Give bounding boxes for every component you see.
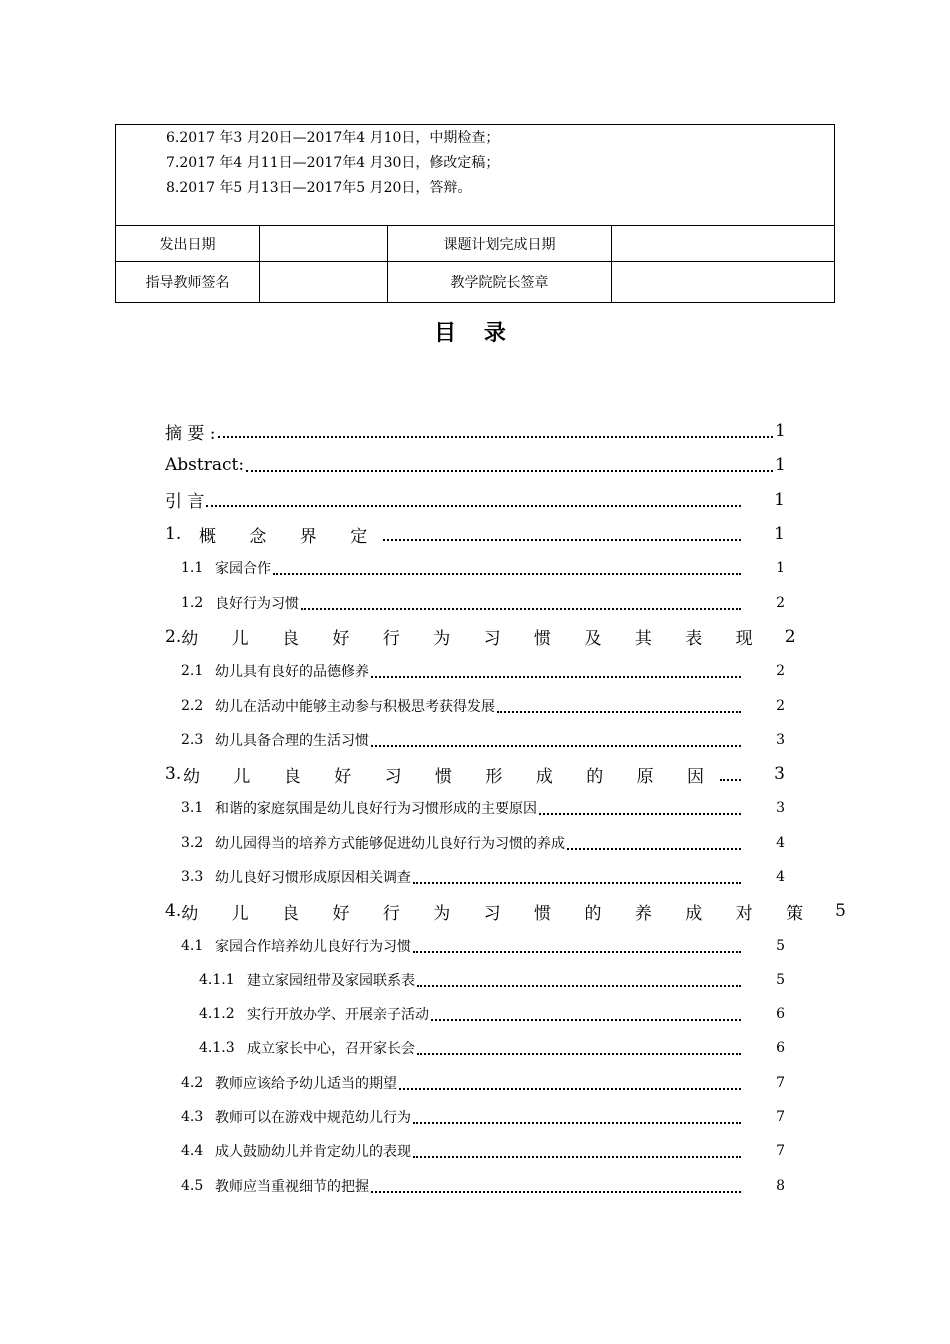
leader-dots [431,1019,741,1021]
toc-entry[interactable] [165,551,785,585]
toc-entry[interactable] [165,620,796,654]
toc-page-number: 5 [835,901,846,922]
toc-entry-text: 良好行为习惯 [215,595,299,612]
toc-page-number: 2 [776,663,785,680]
toc-entry-text: 幼儿园得当的培养方式能够促进幼儿良好行为习惯的养成 [215,835,565,852]
advisor-sign-label: 指导教师签名 [116,262,260,303]
toc-page-number: 4 [776,834,785,851]
schedule-line: 6.2017 年3 月20日—2017年4 月10日，中期检查； [166,130,500,146]
leader-dots [206,505,741,507]
toc-entry-text: 幼 儿 良 好 行 为 习 惯 及 其 表 现 [181,629,767,650]
toc-entry-number: 4. [165,901,182,922]
leader-dots [383,539,741,541]
toc-entry-number: 4.1 [181,937,204,954]
leader-dots [371,1191,741,1193]
toc-entry[interactable] [165,757,785,791]
leader-dots [413,1122,741,1124]
toc-entry-number: 3.2 [181,834,204,851]
leader-dots [417,1053,741,1055]
toc-page-number: 6 [776,1006,785,1023]
toc-entry[interactable] [165,414,785,448]
toc-page-number: 6 [776,1040,785,1057]
toc-entry-number: 2.1 [181,663,204,680]
toc-page-number: 7 [776,1074,785,1091]
toc-page-number: 2 [776,697,785,714]
toc-entry-text: 成人鼓励幼儿并肯定幼儿的表现 [215,1144,411,1161]
leader-dots [413,951,741,953]
table-of-contents [165,414,846,1203]
toc-entry[interactable] [165,791,785,825]
toc-entry[interactable] [165,517,785,551]
toc-page-number: 8 [776,1177,785,1194]
toc-entry[interactable] [165,894,846,928]
toc-page-number: 2 [776,594,785,611]
leader-dots [273,573,741,575]
toc-entry-number: 4.4 [181,1143,204,1160]
toc-entry-text: 摘 要 : [165,423,216,444]
issue-date-value [260,226,388,262]
advisor-sign-value [260,262,388,303]
toc-entry-text: 幼儿在活动中能够主动参与积极思考获得发展 [215,698,495,715]
toc-entry-text: 幼 儿 良 好 习 惯 形 成 的 原 因 [183,766,719,787]
toc-entry-number: 2. [165,626,182,647]
toc-entry-number: 3.3 [181,869,204,885]
schedule-cell [116,125,835,226]
toc-entry[interactable] [165,997,785,1031]
toc-entry[interactable] [165,1134,785,1168]
toc-entry-number: 4.2 [181,1074,204,1091]
toc-entry[interactable] [165,1031,785,1065]
toc-entry-number: 1.1 [181,560,204,577]
toc-page-number: 7 [776,1143,785,1160]
toc-entry[interactable] [165,1066,785,1100]
toc-entry[interactable] [165,688,785,722]
toc-page-number: 1 [774,524,785,545]
toc-page-number: 1 [776,560,785,577]
toc-entry-text: 教师应该给予幼儿适当的期望 [215,1075,397,1092]
toc-page-number: 4 [776,869,785,885]
dean-sign-value [612,262,835,303]
schedule-line: 7.2017 年4 月11日—2017年4 月30日，修改定稿； [166,155,500,171]
toc-entry[interactable] [165,826,785,860]
toc-page-number: 1 [775,421,786,442]
toc-entry-text: 和谐的家庭氛围是幼儿良好行为习惯形成的主要原因 [215,801,537,818]
toc-entry[interactable] [165,448,785,482]
leader-dots [371,745,741,747]
task-form-table [115,124,835,303]
toc-entry-number: 4.1.3 [199,1040,235,1057]
leader-dots [720,779,741,781]
plan-date-value [612,226,835,262]
toc-entry-number: 4.1.1 [199,971,235,988]
toc-entry-text: 幼 儿 良 好 行 为 习 惯 的 养 成 对 策 [181,903,818,924]
toc-entry-text: 家园合作培养幼儿良好行为习惯 [215,938,411,955]
schedule-line: 8.2017 年5 月13日—2017年5 月20日，答辩。 [166,180,472,196]
toc-page-number: 3 [776,731,785,748]
toc-entry[interactable] [165,1169,785,1203]
leader-dots [567,848,741,850]
toc-page-number: 5 [776,937,785,954]
toc-entry[interactable] [165,654,785,688]
toc-entry-text: 幼儿良好习惯形成原因相关调查 [215,870,411,886]
toc-entry-number: 3.1 [181,800,204,817]
leader-dots [218,436,773,438]
toc-entry-number: 1.2 [181,594,204,611]
toc-page-number: 3 [776,800,785,817]
toc-entry-text: 幼儿具有良好的品德修养 [215,664,369,681]
toc-entry-number: 4.3 [181,1109,204,1126]
plan-date-label: 课题计划完成日期 [388,226,612,262]
leader-dots [246,470,773,472]
toc-title: 目 录 [434,321,516,346]
toc-entry[interactable] [165,723,785,757]
toc-entry[interactable] [165,963,785,997]
leader-dots [417,985,741,987]
toc-entry-text: 概 念 界 定 [199,526,382,547]
toc-entry-number: 2.3 [181,731,204,748]
toc-entry-number: 2.2 [181,697,204,714]
leader-dots [539,813,741,815]
dean-sign-label: 教学院院长签章 [388,262,612,303]
toc-entry-number: 4.1.2 [199,1006,235,1023]
toc-entry[interactable] [165,928,785,962]
toc-page-number: 1 [774,489,785,510]
leader-dots [399,1088,741,1090]
leader-dots [413,1156,741,1158]
leader-dots [301,608,741,610]
leader-dots [371,676,741,678]
leader-dots [413,882,741,884]
toc-page-number: 2 [784,626,796,647]
toc-entry[interactable] [165,483,785,517]
toc-entry[interactable] [165,860,785,894]
issue-date-label: 发出日期 [116,226,260,262]
toc-entry-text: 引 言 [165,492,205,513]
toc-entry-text: 成立家长中心，召开家长会 [247,1041,415,1058]
toc-entry[interactable] [165,1100,785,1134]
toc-entry-number: 3. [165,764,182,785]
toc-entry[interactable] [165,585,785,619]
toc-entry-text: 教师可以在游戏中规范幼儿行为 [215,1110,411,1127]
toc-entry-text: 教师应当重视细节的把握 [215,1178,369,1195]
toc-entry-number: 4.5 [181,1177,204,1194]
leader-dots [497,711,741,713]
toc-page-number: 3 [774,764,785,785]
toc-entry-text: 建立家园纽带及家园联系表 [247,972,415,989]
toc-page-number: 1 [775,455,786,476]
toc-entry-number: 1. [165,524,182,545]
toc-entry-text: 实行开放办学、开展亲子活动 [247,1007,429,1024]
toc-page-number: 7 [776,1109,785,1126]
toc-page-number: 5 [776,971,785,988]
toc-entry-text: 幼儿具备合理的生活习惯 [215,732,369,749]
toc-entry-text: Abstract: [165,455,245,476]
toc-entry-text: 家园合作 [215,561,271,578]
